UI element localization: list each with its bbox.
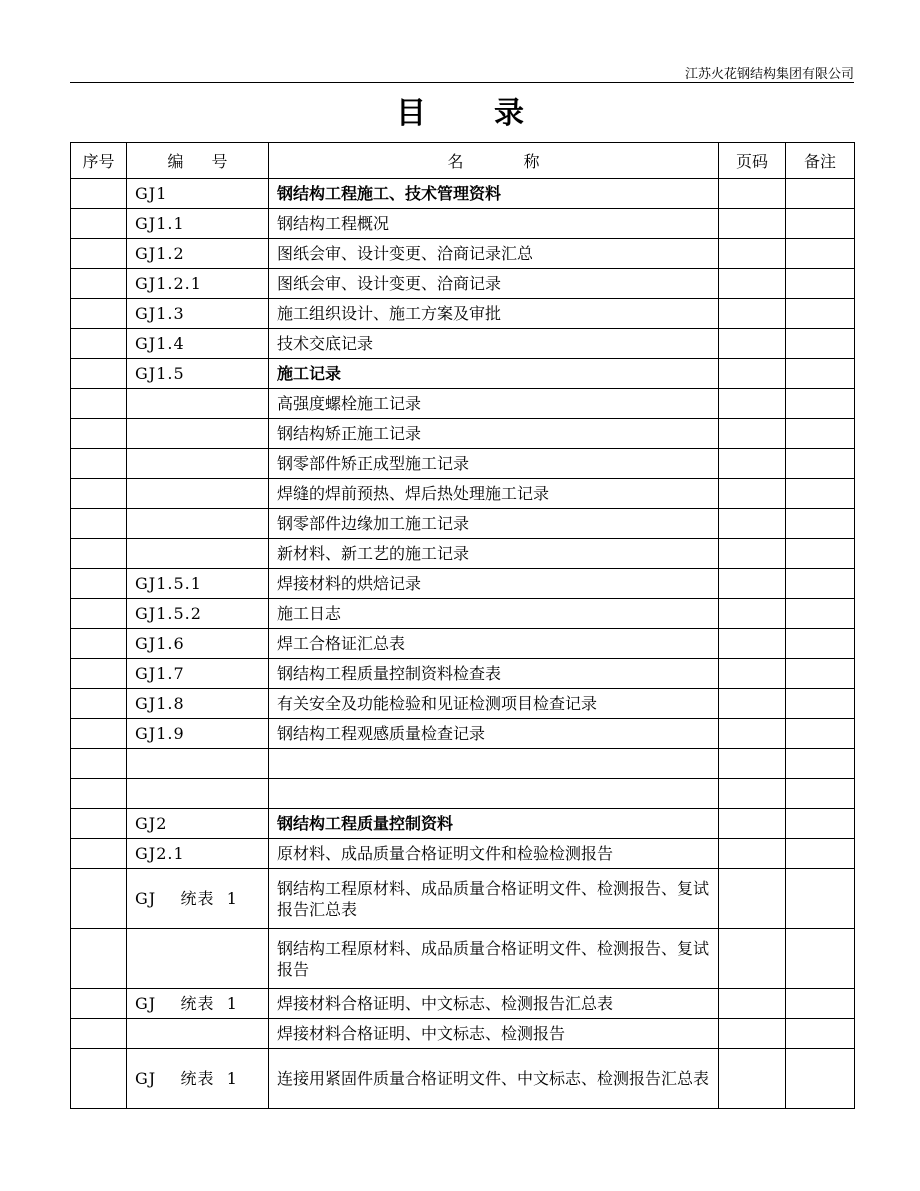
cell-name: 焊工合格证汇总表 <box>269 629 719 659</box>
cell-code: GJ1 <box>127 179 269 209</box>
cell-seq <box>71 329 127 359</box>
cell-note <box>786 509 855 539</box>
cell-code <box>127 479 269 509</box>
cell-page <box>719 989 786 1019</box>
page-title: 目录 <box>396 96 592 131</box>
cell-seq <box>71 1049 127 1109</box>
table-row <box>71 269 855 299</box>
cell-page <box>719 1019 786 1049</box>
cell-note <box>786 839 855 869</box>
cell-seq <box>71 209 127 239</box>
cell-name: 钢结构工程原材料、成品质量合格证明文件、检测报告、复试报告 <box>269 929 719 989</box>
cell-code <box>127 509 269 539</box>
cell-name: 图纸会审、设计变更、洽商记录 <box>269 269 719 299</box>
cell-seq <box>71 779 127 809</box>
cell-page <box>719 209 786 239</box>
cell-code <box>127 1019 269 1049</box>
cell-seq <box>71 239 127 269</box>
cell-code: GJ1.5.2 <box>127 599 269 629</box>
cell-page <box>719 479 786 509</box>
header-seq: 序号 <box>71 143 127 179</box>
cell-name <box>269 749 719 779</box>
table-row <box>71 809 855 839</box>
cell-name: 施工组织设计、施工方案及审批 <box>269 299 719 329</box>
cell-page <box>719 239 786 269</box>
cell-seq <box>71 509 127 539</box>
cell-seq <box>71 269 127 299</box>
cell-note <box>786 239 855 269</box>
cell-note <box>786 419 855 449</box>
table-row <box>71 239 855 269</box>
cell-name: 技术交底记录 <box>269 329 719 359</box>
cell-note <box>786 329 855 359</box>
cell-page <box>719 449 786 479</box>
cell-code: GJ1.8 <box>127 689 269 719</box>
cell-code: GJ1.3 <box>127 299 269 329</box>
cell-name <box>269 779 719 809</box>
cell-note <box>786 1049 855 1109</box>
cell-name: 钢结构工程概况 <box>269 209 719 239</box>
cell-seq <box>71 449 127 479</box>
table-row <box>71 299 855 329</box>
cell-seq <box>71 599 127 629</box>
table-row <box>71 1049 855 1109</box>
cell-code: GJ 统表 1 <box>127 869 269 929</box>
header-code: 编号 <box>127 143 269 179</box>
cell-note <box>786 479 855 509</box>
table-row <box>71 599 855 629</box>
cell-note <box>786 1019 855 1049</box>
table-row <box>71 329 855 359</box>
cell-name: 钢结构工程原材料、成品质量合格证明文件、检测报告、复试报告汇总表 <box>269 869 719 929</box>
cell-note <box>786 629 855 659</box>
cell-seq <box>71 539 127 569</box>
cell-page <box>719 929 786 989</box>
cell-seq <box>71 929 127 989</box>
cell-code <box>127 749 269 779</box>
table-row <box>71 209 855 239</box>
cell-code: GJ1.6 <box>127 629 269 659</box>
cell-page <box>719 779 786 809</box>
cell-code: GJ1.5 <box>127 359 269 389</box>
cell-note <box>786 809 855 839</box>
table-row <box>71 929 855 989</box>
cell-name: 高强度螺栓施工记录 <box>269 389 719 419</box>
cell-code: GJ1.9 <box>127 719 269 749</box>
cell-page <box>719 749 786 779</box>
cell-note <box>786 299 855 329</box>
cell-name: 焊接材料合格证明、中文标志、检测报告 <box>269 1019 719 1049</box>
cell-code: GJ1.2 <box>127 239 269 269</box>
cell-seq <box>71 479 127 509</box>
cell-seq <box>71 749 127 779</box>
cell-code: GJ 统表 1 <box>127 989 269 1019</box>
cell-name: 施工记录 <box>269 359 719 389</box>
cell-note <box>786 779 855 809</box>
table-row <box>71 1019 855 1049</box>
cell-seq <box>71 569 127 599</box>
cell-page <box>719 869 786 929</box>
cell-page <box>719 179 786 209</box>
cell-code: GJ1.2.1 <box>127 269 269 299</box>
cell-seq <box>71 869 127 929</box>
cell-seq <box>71 629 127 659</box>
cell-note <box>786 569 855 599</box>
cell-seq <box>71 1019 127 1049</box>
cell-seq <box>71 839 127 869</box>
cell-name: 施工日志 <box>269 599 719 629</box>
cell-page <box>719 419 786 449</box>
cell-code <box>127 389 269 419</box>
cell-seq <box>71 419 127 449</box>
table-row <box>71 689 855 719</box>
table-row <box>71 449 855 479</box>
cell-code <box>127 419 269 449</box>
header-divider <box>70 82 854 83</box>
cell-note <box>786 749 855 779</box>
cell-note <box>786 179 855 209</box>
table-row <box>71 749 855 779</box>
toc-header-row <box>71 143 855 179</box>
cell-note <box>786 689 855 719</box>
cell-note <box>786 269 855 299</box>
cell-note <box>786 869 855 929</box>
cell-note <box>786 599 855 629</box>
cell-note <box>786 659 855 689</box>
cell-note <box>786 539 855 569</box>
table-row <box>71 569 855 599</box>
cell-seq <box>71 809 127 839</box>
cell-page <box>719 809 786 839</box>
table-row <box>71 779 855 809</box>
cell-page <box>719 689 786 719</box>
toc-table <box>70 142 855 1109</box>
cell-name: 钢结构工程施工、技术管理资料 <box>269 179 719 209</box>
cell-name: 钢结构工程观感质量检查记录 <box>269 719 719 749</box>
table-row <box>71 509 855 539</box>
cell-note <box>786 359 855 389</box>
cell-name: 钢零部件边缘加工施工记录 <box>269 509 719 539</box>
header-note: 备注 <box>786 143 855 179</box>
cell-seq <box>71 359 127 389</box>
cell-seq <box>71 389 127 419</box>
cell-note <box>786 449 855 479</box>
cell-page <box>719 839 786 869</box>
cell-page <box>719 389 786 419</box>
table-row <box>71 539 855 569</box>
cell-seq <box>71 179 127 209</box>
cell-name: 钢零部件矫正成型施工记录 <box>269 449 719 479</box>
cell-note <box>786 989 855 1019</box>
cell-code <box>127 929 269 989</box>
cell-name: 图纸会审、设计变更、洽商记录汇总 <box>269 239 719 269</box>
table-row <box>71 479 855 509</box>
header-name: 名称 <box>269 143 719 179</box>
cell-page <box>719 269 786 299</box>
cell-seq <box>71 989 127 1019</box>
cell-name: 有关安全及功能检验和见证检测项目检查记录 <box>269 689 719 719</box>
cell-code: GJ1.1 <box>127 209 269 239</box>
cell-note <box>786 209 855 239</box>
cell-code: GJ2.1 <box>127 839 269 869</box>
cell-note <box>786 719 855 749</box>
cell-page <box>719 299 786 329</box>
cell-seq <box>71 299 127 329</box>
cell-code: GJ1.5.1 <box>127 569 269 599</box>
cell-name: 钢结构工程质量控制资料 <box>269 809 719 839</box>
cell-page <box>719 629 786 659</box>
cell-name: 钢结构工程质量控制资料检查表 <box>269 659 719 689</box>
cell-seq <box>71 719 127 749</box>
toc-body <box>71 179 855 1109</box>
cell-name: 焊接材料合格证明、中文标志、检测报告汇总表 <box>269 989 719 1019</box>
cell-note <box>786 389 855 419</box>
cell-code: GJ 统表 1 <box>127 1049 269 1109</box>
cell-code: GJ1.7 <box>127 659 269 689</box>
cell-code <box>127 449 269 479</box>
table-row <box>71 989 855 1019</box>
cell-name: 原材料、成品质量合格证明文件和检验检测报告 <box>269 839 719 869</box>
cell-page <box>719 1049 786 1109</box>
table-row <box>71 179 855 209</box>
company-name: 江苏火花钢结构集团有限公司 <box>684 67 854 82</box>
cell-page <box>719 539 786 569</box>
cell-note <box>786 929 855 989</box>
cell-code <box>127 539 269 569</box>
cell-page <box>719 599 786 629</box>
cell-seq <box>71 689 127 719</box>
cell-page <box>719 329 786 359</box>
cell-seq <box>71 659 127 689</box>
table-row <box>71 389 855 419</box>
table-row <box>71 419 855 449</box>
table-row <box>71 659 855 689</box>
cell-page <box>719 359 786 389</box>
table-row <box>71 359 855 389</box>
table-row <box>71 719 855 749</box>
cell-name: 连接用紧固件质量合格证明文件、中文标志、检测报告汇总表 <box>269 1049 719 1109</box>
cell-code: GJ2 <box>127 809 269 839</box>
cell-page <box>719 509 786 539</box>
cell-code: GJ1.4 <box>127 329 269 359</box>
cell-name: 焊缝的焊前预热、焊后热处理施工记录 <box>269 479 719 509</box>
cell-code <box>127 779 269 809</box>
table-row <box>71 869 855 929</box>
header-page: 页码 <box>719 143 786 179</box>
cell-name: 焊接材料的烘焙记录 <box>269 569 719 599</box>
cell-name: 钢结构矫正施工记录 <box>269 419 719 449</box>
table-row <box>71 839 855 869</box>
cell-page <box>719 659 786 689</box>
cell-name: 新材料、新工艺的施工记录 <box>269 539 719 569</box>
cell-page <box>719 569 786 599</box>
cell-page <box>719 719 786 749</box>
table-row <box>71 629 855 659</box>
